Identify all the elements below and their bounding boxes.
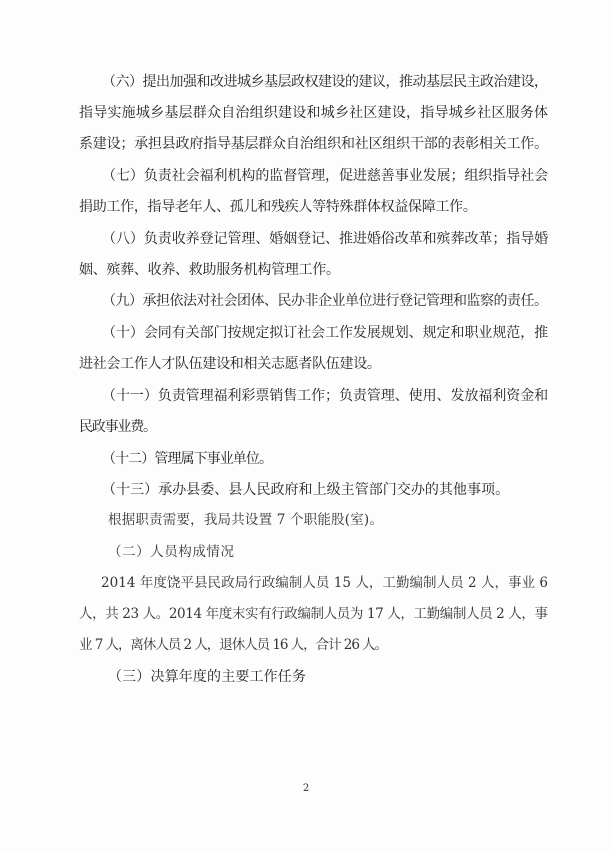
text-line: 姻、殡葬、收养、救助服务机构管理工作。 [79,262,340,278]
text-line: （六）提出加强和改进城乡基层政权建设的建议，推动基层民主政治建设， [102,74,548,90]
text-line: 业 7 人，离休人员 2 人，退休人员 16 人，合计 26 人。 [79,637,388,653]
text-line: （十二）管理属下事业单位。 [102,451,273,467]
text-line: （十）会同有关部门按规定拟订社会工作发展规划、规定和职业规范，推 [102,325,549,341]
text-line: 捐助工作，指导老年人、孤儿和残疾人等特殊群体权益保障工作。 [79,199,477,215]
text-line: （八）负责收养登记管理、婚姻登记、推进婚俗改革和殡葬改革；指导婚 [102,231,549,247]
text-line: 指导实施城乡基层群众自治组织建设和城乡社区建设，指导城乡社区服务体 [79,105,549,121]
text-line: （三）决算年度的主要工作任务 [108,669,307,685]
text-line: （二）人员构成情况 [108,544,235,560]
text-line: 根据职责需要，我局共设置 7 个职能股(室)。 [108,512,384,528]
text-line: 系建设；承担县政府指导基层群众自治组织和社区组织干部的表彰相关工作。 [79,136,548,152]
text-line: 人，共 23 人。2014 年度末实有行政编制人员为 17 人，工勤编制人员 2 人，事 [79,606,548,622]
page-number: 2 [302,783,310,794]
text-line: 民政事业费。 [79,419,156,435]
text-line: 2014 年度饶平县民政局行政编制人员 15 人，工勤编制人员 2 人，事业 6 [101,575,549,591]
text-line: （十一）负责管理福利彩票销售工作；负责管理、使用、发放福利资金和 [102,388,549,404]
text-line: 进社会工作人才队伍建设和相关志愿者队伍建设。 [79,356,381,372]
text-line: （十三）承办县委、县人民政府和上级主管部门交办的其他事项。 [102,482,510,498]
text-line: （九）承担依法对社会团体、民办非企业单位进行登记管理和监察的责任。 [102,293,548,309]
text-line: （七）负责社会福利机构的监督管理，促进慈善事业发展；组织指导社会 [102,168,549,184]
